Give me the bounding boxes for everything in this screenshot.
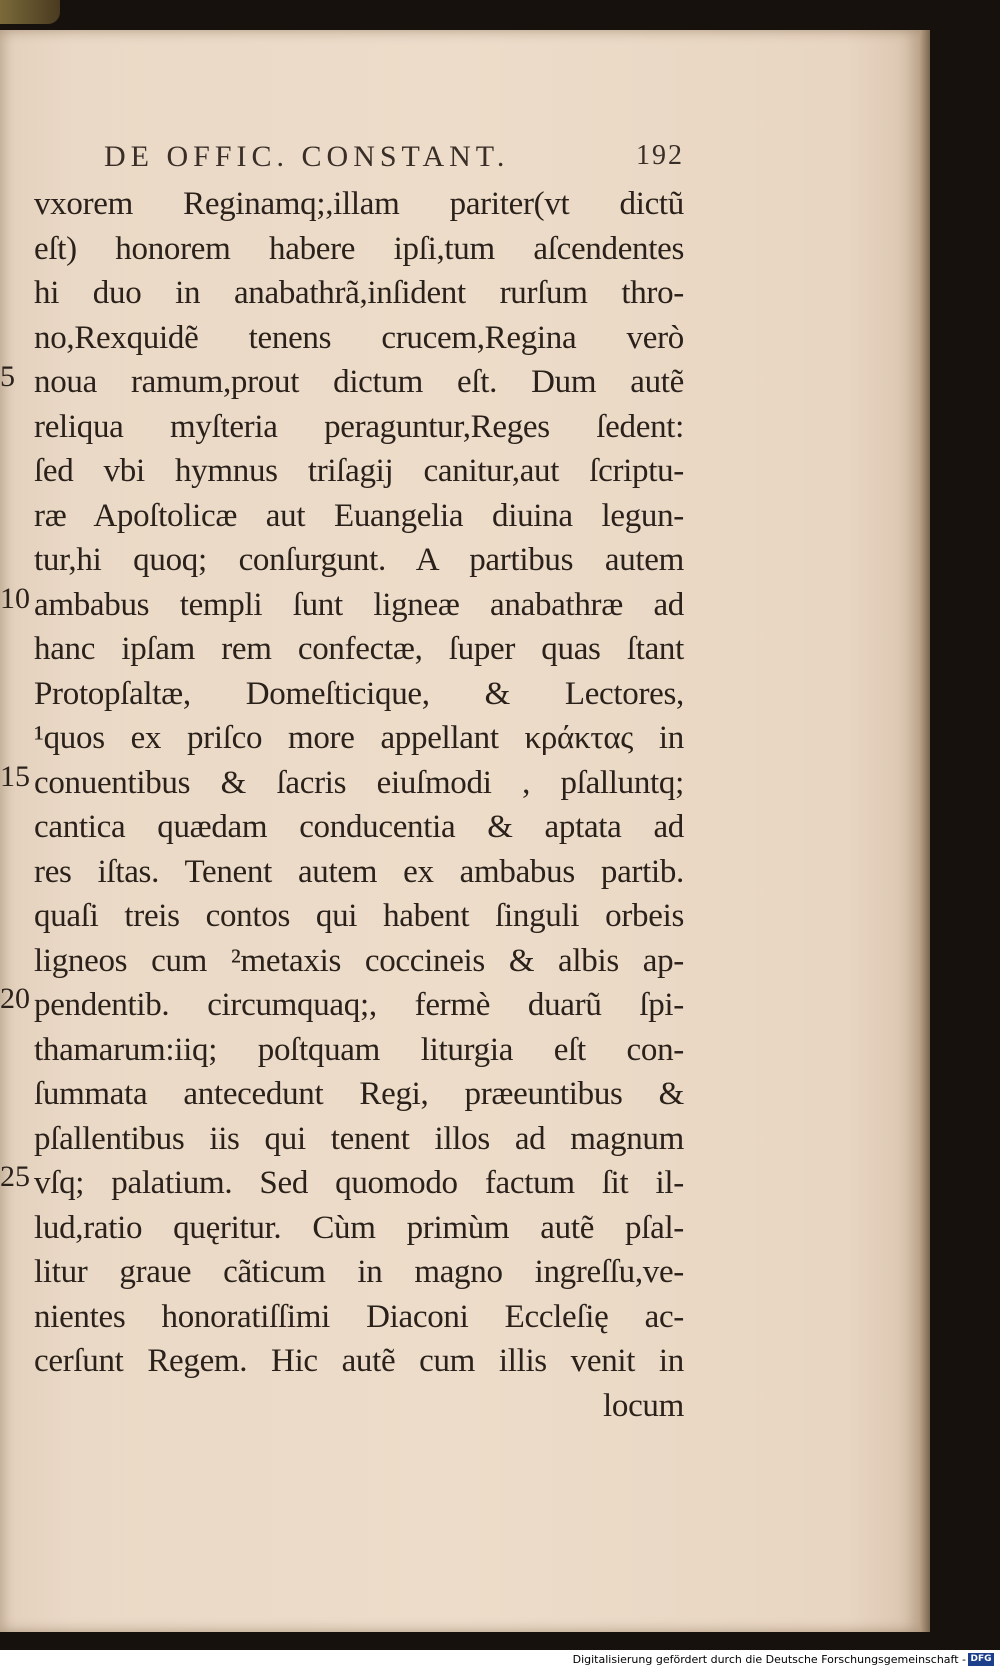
text-line: cantica quædam conducentia & aptata ad xyxy=(34,809,684,845)
text-line: ¹quos ex priſco more appellant κράκτας in xyxy=(34,720,684,756)
text-line: hanc ipſam rem confectæ, ſuper quas ſtant xyxy=(34,631,684,667)
text-line: res iſtas. Tenent autem ex ambabus partib. xyxy=(34,853,684,890)
text-line: noua ramum,prout dictum eſt. Dum autẽ xyxy=(34,364,684,400)
text-line: Protopſaltæ, Domeſticique, & Lectores, xyxy=(34,675,684,712)
text-line: litur graue cãticum in magno ingreſſu,ve- xyxy=(34,1254,684,1290)
text-line: pſallentibus iis qui tenent illos ad magnum xyxy=(34,1120,684,1157)
text-line: ſummata antecedunt Regi, præeuntibus & xyxy=(34,1076,684,1112)
text-line: ræ Apoſtolicæ aut Euangelia diuina legun- xyxy=(34,497,684,534)
dfg-logo: DFG xyxy=(968,1653,994,1666)
body-text xyxy=(34,182,684,1428)
text-line: pendentib. circumquaq;, fermè duarũ ſpi- xyxy=(34,987,684,1023)
running-head: DE OFFIC. CONSTANT. xyxy=(104,140,510,173)
digitization-footer xyxy=(0,1650,1000,1670)
text-line: ligneos cum ²metaxis coccineis & albis ap- xyxy=(34,942,684,979)
page-edge xyxy=(920,30,930,1632)
line-number: 10 xyxy=(0,582,30,615)
text-line: vxorem Reginamq;,illam pariter(vt dictũ xyxy=(34,186,684,222)
text-line: reliqua myſteria peraguntur,Reges ſedent: xyxy=(34,408,684,445)
text-line: eſt) honorem habere ipſi,tum aſcendentes xyxy=(34,230,684,267)
text-line: thamarum:iiq; poſtquam liturgia eſt con- xyxy=(34,1031,684,1068)
text-line: no,Rexquidẽ tenens crucem,Regina verò xyxy=(34,319,684,356)
text-line: cerſunt Regem. Hic autẽ cum illis venit in xyxy=(34,1343,684,1379)
text-line: tur,hi quoq; conſurgunt. A partibus autem xyxy=(34,542,684,578)
text-line: quaſi treis contos qui habent ſinguli orbeis xyxy=(34,898,684,934)
binding-corner-mark xyxy=(0,0,60,24)
page-number: 192 xyxy=(636,140,684,171)
line-number: 15 xyxy=(0,760,30,793)
line-number: 20 xyxy=(0,982,30,1015)
page-header xyxy=(104,140,684,180)
text-line: nientes honoratiſſimi Diaconi Eccleſię ac- xyxy=(34,1298,684,1335)
text-line: hi duo in anabathrã,inſident rurſum thro- xyxy=(34,275,684,311)
text-line: conuentibus & ſacris eiuſmodi , pſalluntq; xyxy=(34,764,684,801)
footer-credit: Digitalisierung gefördert durch die Deutsche Forschungsgemeinschaft - xyxy=(572,1653,966,1666)
line-number: 25 xyxy=(0,1160,30,1193)
catchword: locum xyxy=(603,1387,684,1424)
text-line: vſq; palatium. Sed quomodo factum ſit il- xyxy=(34,1165,684,1201)
line-number: 5 xyxy=(0,360,15,393)
text-line: ambabus templi ſunt ligneæ anabathræ ad xyxy=(34,586,684,623)
text-line: ſed vbi hymnus triſagij canitur,aut ſcriptu- xyxy=(34,453,684,489)
text-line: lud,ratio quęritur. Cùm primùm autẽ pſal- xyxy=(34,1209,684,1246)
